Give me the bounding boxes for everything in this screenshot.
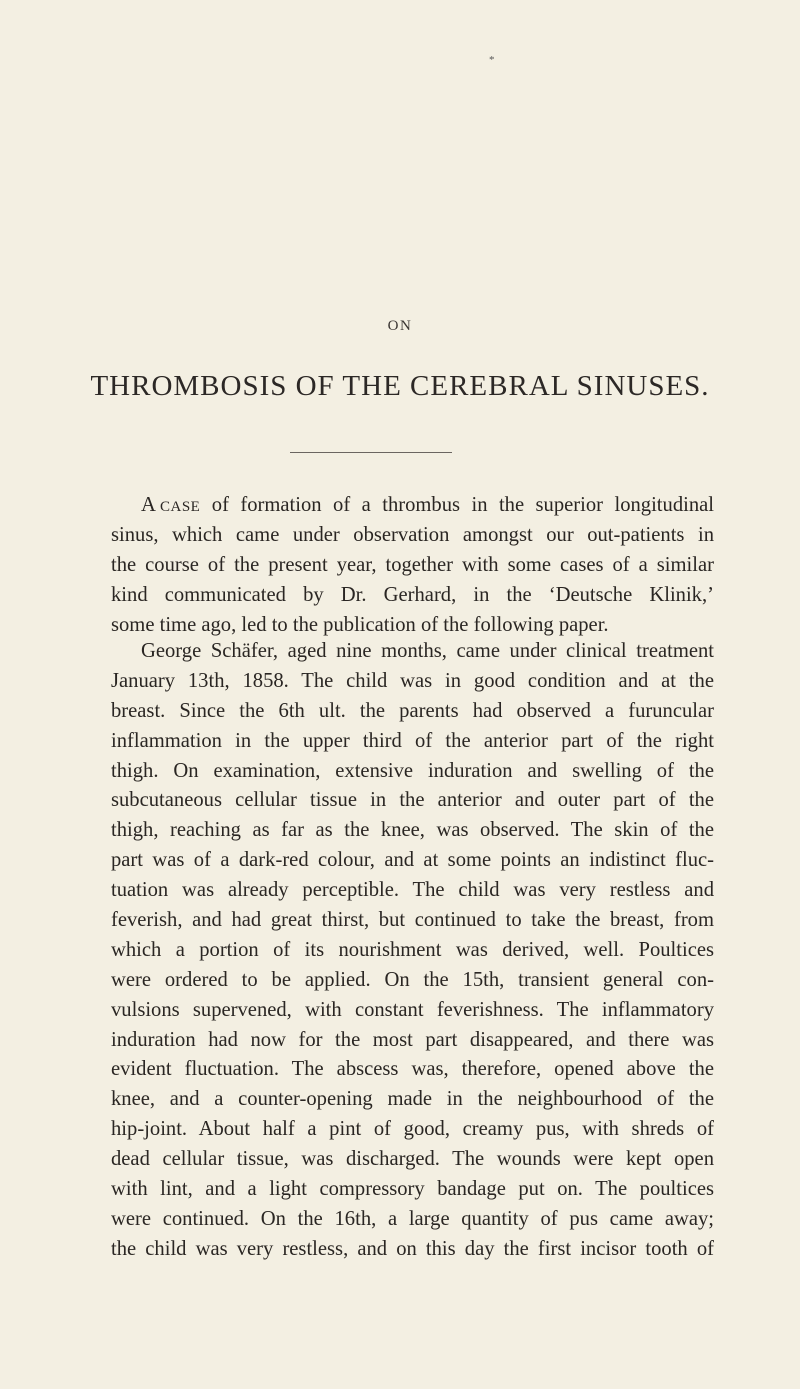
title-prefix: ON [387,318,413,334]
paragraph-line: which a portion of its nourishment was derived, well. Poultices [111,938,714,961]
title-divider [290,452,452,453]
paragraph-line: induration had now for the most part disappeared, and there was [111,1028,714,1051]
paragraph-line: thigh. On examination, extensive induration and swelling of the [111,759,714,782]
paragraph-line: inflammation in the upper third of the anterior part of the right [111,729,714,752]
page-mark: * [489,54,495,66]
paragraph-line: evident fluctuation. The abscess was, therefore, opened above the [111,1058,714,1081]
page-title: THROMBOSIS OF THE CEREBRAL SINUSES. [90,370,710,402]
paragraph-line: some time ago, led to the publication of the following paper. [111,613,609,636]
paragraph-line: dead cellular tissue, was discharged. The wounds were kept open [111,1148,714,1171]
line-text: of formation of a thrombus in the superior longitudinal [200,494,714,516]
paragraph-line: with lint, and a light compressory bandage put on. The poultices [111,1178,714,1201]
smallcaps-word: CASE [160,499,201,515]
paragraph-line: thigh, reaching as far as the knee, was observed. The skin of the [111,819,714,842]
paragraph-line: George Schäfer, aged nine months, came under clinical treatment [141,640,714,662]
paragraph-line: sinus, which came under observation amongst our out-patients in [111,523,714,546]
paragraph-line: vulsions supervened, with constant feverishness. The inflammatory [111,998,714,1021]
paragraph-line: kind communicated by Dr. Gerhard, in the ‘Deutsche Klinik,’ [111,583,714,606]
paragraph-line: tuation was already perceptible. The child was very restless and [111,879,714,902]
paragraph-line: hip-joint. About half a pint of good, creamy pus, with shreds of [111,1118,714,1141]
paragraph-intro [111,491,714,640]
paragraph-line: breast. Since the 6th ult. the parents had observed a furuncular [111,699,714,722]
paragraph-line: subcutaneous cellular tissue in the anterior and outer part of the [111,789,714,812]
paragraph-line [111,491,714,521]
drop-initial: A [141,494,156,516]
paragraph-case [111,637,714,1265]
paragraph-line: were ordered to be applied. On the 15th, transient general con- [111,968,714,991]
paragraph-line: feverish, and had great thirst, but continued to take the breast, from [111,909,714,932]
paragraph-line: the course of the present year, together with some cases of a similar [111,553,714,576]
paragraph-line: January 13th, 1858. The child was in good condition and at the [111,669,714,692]
paragraph-line: knee, and a counter-opening made in the neighbourhood of the [111,1088,714,1111]
paragraph-line: the child was very restless, and on this day the first incisor tooth of [111,1237,714,1260]
paragraph-line: were continued. On the 16th, a large quantity of pus came away; [111,1207,714,1230]
paragraph-line: part was of a dark-red colour, and at some points an indistinct fluc- [111,849,714,872]
